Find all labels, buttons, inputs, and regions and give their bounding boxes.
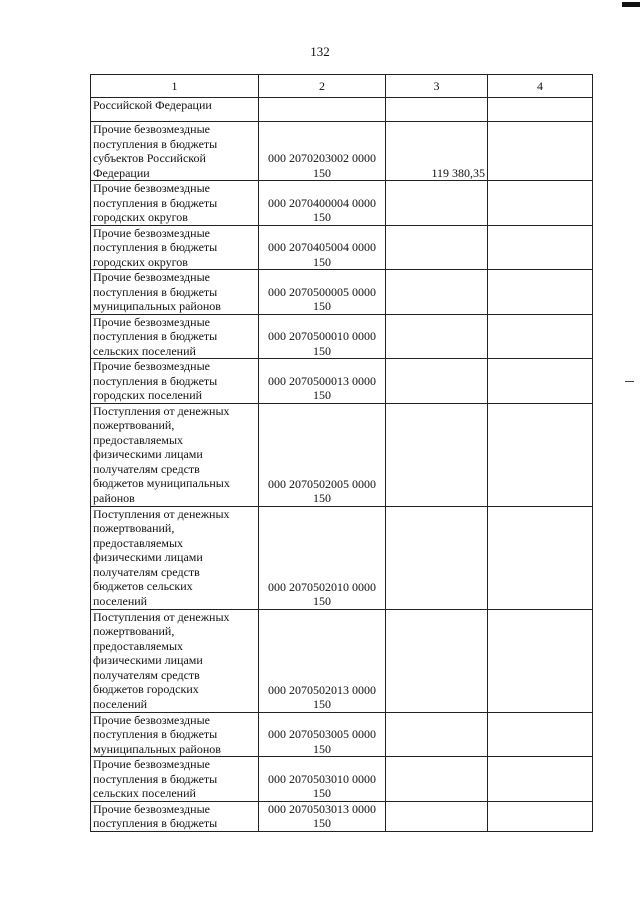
row-code-cell: 000 2070502005 0000 150 [259,403,386,506]
row-code-cell: 000 2070500005 0000 150 [259,270,386,315]
row-name-cell: Прочие безвозмездные поступления в бюджеты субъектов Российской Федерации [91,122,259,181]
row-name-cell: Поступления от денежных пожертвований, предоставляемых физическими лицами получателям средств бюджетов городских поселений [91,609,259,712]
table-row [91,225,593,270]
scan-side-mark [625,381,634,382]
table-row [91,314,593,359]
row-name-cell: Прочие безвозмездные поступления в бюджеты городских округов [91,225,259,270]
row-code-cell: 000 2070503010 0000 150 [259,757,386,802]
row-code-cell: 000 2070500010 0000 150 [259,314,386,359]
table-row [91,122,593,181]
row-col4-cell [488,757,593,802]
row-col4-cell [488,314,593,359]
page-number: 132 [310,44,330,59]
row-col4-cell [488,506,593,609]
row-col4-cell [488,122,593,181]
row-code-cell: 000 2070500013 0000 150 [259,359,386,404]
row-amount-cell [386,270,488,315]
table-row [91,98,593,122]
row-name-cell: Прочие безвозмездные поступления в бюджеты сельских поселений [91,757,259,802]
header-col-4: 4 [488,75,593,98]
row-name-cell: Поступления от денежных пожертвований, предоставляемых физическими лицами получателям средств бюджетов муниципальных районов [91,403,259,506]
row-code-cell: 000 2070502013 0000 150 [259,609,386,712]
row-name-cell: Прочие безвозмездные поступления в бюджеты [91,801,259,831]
header-col-2: 2 [259,75,386,98]
table-row [91,181,593,226]
row-amount-cell [386,609,488,712]
row-col4-cell [488,609,593,712]
row-amount-cell [386,181,488,226]
row-col4-cell [488,712,593,757]
row-name-cell: Прочие безвозмездные поступления в бюджеты городских округов [91,181,259,226]
row-code-cell: 000 2070502010 0000 150 [259,506,386,609]
table-header-row [91,75,593,98]
row-code-cell [259,98,386,122]
table-row [91,757,593,802]
row-code-cell: 000 2070400004 0000 150 [259,181,386,226]
row-amount-cell: 119 380,35 [386,122,488,181]
row-amount-cell [386,506,488,609]
budget-table [90,74,593,832]
row-col4-cell [488,181,593,226]
row-col4-cell [488,801,593,831]
table-row [91,506,593,609]
row-name-cell: Прочие безвозмездные поступления в бюджеты муниципальных районов [91,712,259,757]
row-col4-cell [488,98,593,122]
row-col4-cell [488,359,593,404]
row-name-cell: Прочие безвозмездные поступления в бюджеты сельских поселений [91,314,259,359]
table-row [91,359,593,404]
row-amount-cell [386,98,488,122]
row-code-cell: 000 2070503005 0000 150 [259,712,386,757]
row-amount-cell [386,359,488,404]
table-row [91,609,593,712]
row-amount-cell [386,225,488,270]
table-row [91,270,593,315]
row-amount-cell [386,801,488,831]
header-col-3: 3 [386,75,488,98]
row-amount-cell [386,403,488,506]
table-row [91,403,593,506]
header-col-1: 1 [91,75,259,98]
row-name-cell: Прочие безвозмездные поступления в бюджеты муниципальных районов [91,270,259,315]
row-amount-cell [386,757,488,802]
row-name-cell: Российской Федерации [91,98,259,122]
row-col4-cell [488,270,593,315]
row-name-cell: Поступления от денежных пожертвований, предоставляемых физическими лицами получателям средств бюджетов сельских поселений [91,506,259,609]
table-row [91,801,593,831]
scan-corner-mark [622,2,640,7]
row-code-cell: 000 2070203002 0000 150 [259,122,386,181]
row-code-cell: 000 2070405004 0000 150 [259,225,386,270]
row-amount-cell [386,314,488,359]
table-row [91,712,593,757]
row-amount-cell [386,712,488,757]
row-col4-cell [488,403,593,506]
row-name-cell: Прочие безвозмездные поступления в бюджеты городских поселений [91,359,259,404]
row-col4-cell [488,225,593,270]
row-code-cell: 000 2070503013 0000 150 [259,801,386,831]
